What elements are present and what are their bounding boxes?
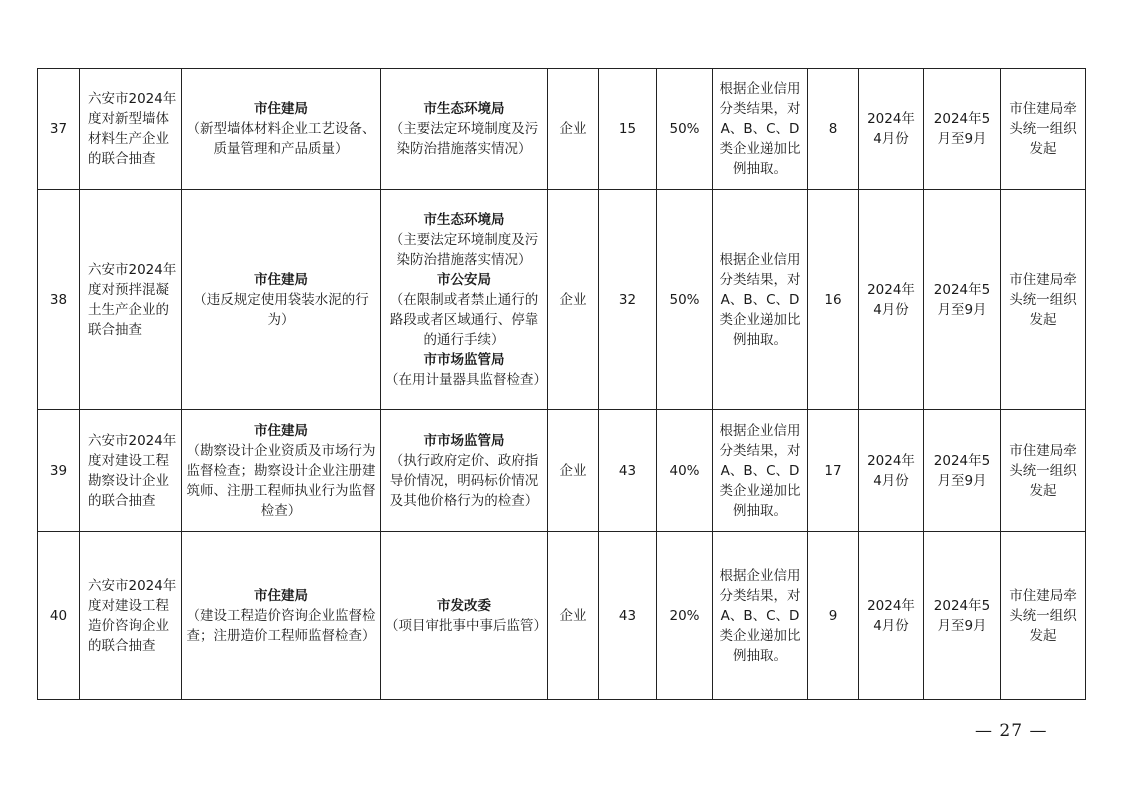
partner-department-scope: （在用计量器具监督检查） [385, 371, 547, 388]
lead-department-cell [182, 532, 381, 700]
remark: 市住建局牵头统一组织发起 [1001, 410, 1086, 532]
partner-department: 市市场监管局 [423, 351, 505, 368]
sample-times: 8 [808, 69, 859, 190]
table-row [38, 69, 1086, 190]
inspection-period: 2024年5月至9月 [924, 190, 1001, 410]
start-time: 2024年4月份 [859, 410, 924, 532]
table-row [38, 190, 1086, 410]
partner-department: 市公安局 [437, 271, 491, 288]
start-time: 2024年4月份 [859, 190, 924, 410]
inspection-item: 六安市2024年度对预拌混凝土生产企业的联合抽查 [80, 190, 182, 410]
inspection-period: 2024年5月至9月 [924, 410, 1001, 532]
lead-department-scope: （新型墙体材料企业工艺设备、质量管理和产品质量） [186, 121, 376, 157]
remark: 市住建局牵头统一组织发起 [1001, 69, 1086, 190]
start-time: 2024年4月份 [859, 69, 924, 190]
inspection-period: 2024年5月至9月 [924, 69, 1001, 190]
inspection-table [37, 68, 1086, 700]
lead-department-scope: （建设工程造价咨询企业监督检查；注册造价工程师监督检查） [186, 607, 376, 644]
lead-department: 市住建局 [254, 271, 308, 288]
inspection-object: 企业 [548, 410, 599, 532]
sampling-method: 根据企业信用分类结果，对A、B、C、D类企业递加比例抽取。 [713, 532, 808, 700]
remark: 市住建局牵头统一组织发起 [1001, 190, 1086, 410]
partner-department-scope: （在限制或者禁止通行的路段或者区域通行、停靠的通行手续） [389, 291, 539, 348]
partner-department-scope: （项目审批事中事后监管） [385, 617, 547, 634]
partner-department: 市发改委 [437, 597, 491, 614]
table-body [38, 69, 1086, 700]
lead-department-scope: （勘察设计企业资质及市场行为监督检查；勘察设计企业注册建筑师、注册工程师执业行为监督检查） [186, 442, 376, 519]
lead-department: 市住建局 [254, 101, 308, 117]
sample-times: 9 [808, 532, 859, 700]
inspection-object: 企业 [548, 69, 599, 190]
sampling-method: 根据企业信用分类结果，对A、B、C、D类企业递加比例抽取。 [713, 190, 808, 410]
sampling-ratio: 50% [657, 190, 713, 410]
sampling-ratio: 40% [657, 410, 713, 532]
row-number: 38 [38, 190, 80, 410]
lead-department-cell [182, 69, 381, 190]
object-count: 43 [599, 532, 657, 700]
inspection-object: 企业 [548, 190, 599, 410]
object-count: 15 [599, 69, 657, 190]
inspection-item: 六安市2024年度对建设工程勘察设计企业的联合抽查 [80, 410, 182, 532]
lead-department-scope: （违反规定使用袋装水泥的行为） [193, 291, 369, 328]
row-number: 39 [38, 410, 80, 532]
partner-department-scope: （主要法定环境制度及污染防治措施落实情况） [389, 231, 539, 268]
table-row [38, 532, 1086, 700]
inspection-object: 企业 [548, 532, 599, 700]
partner-department-scope: （主要法定环境制度及污染防治措施落实情况） [389, 121, 539, 157]
sampling-method: 根据企业信用分类结果，对A、B、C、D类企业递加比例抽取。 [713, 410, 808, 532]
sample-times: 16 [808, 190, 859, 410]
row-number: 37 [38, 69, 80, 190]
partner-departments-cell [381, 410, 548, 532]
inspection-item: 六安市2024年度对建设工程造价咨询企业的联合抽查 [80, 532, 182, 700]
sample-times: 17 [808, 410, 859, 532]
object-count: 32 [599, 190, 657, 410]
lead-department: 市住建局 [254, 587, 308, 604]
partner-department: 市生态环境局 [423, 101, 505, 117]
partner-departments-cell [381, 69, 548, 190]
partner-department-scope: （执行政府定价、政府指导价情况，明码标价情况及其他价格行为的检查） [389, 452, 539, 509]
remark: 市住建局牵头统一组织发起 [1001, 532, 1086, 700]
lead-department-cell [182, 410, 381, 532]
sampling-ratio: 20% [657, 532, 713, 700]
lead-department-cell [182, 190, 381, 410]
page-number: — 27 — [975, 721, 1048, 741]
partner-departments-cell [381, 532, 548, 700]
inspection-item: 六安市2024年度对新型墙体材料生产企业的联合抽查 [80, 69, 182, 190]
partner-department: 市市场监管局 [423, 432, 505, 449]
table-row [38, 410, 1086, 532]
start-time: 2024年4月份 [859, 532, 924, 700]
partner-department: 市生态环境局 [423, 211, 505, 228]
inspection-period: 2024年5月至9月 [924, 532, 1001, 700]
sampling-method: 根据企业信用分类结果，对A、B、C、D类企业递加比例抽取。 [713, 69, 808, 190]
row-number: 40 [38, 532, 80, 700]
sampling-ratio: 50% [657, 69, 713, 190]
object-count: 43 [599, 410, 657, 532]
partner-departments-cell [381, 190, 548, 410]
lead-department: 市住建局 [254, 422, 308, 439]
